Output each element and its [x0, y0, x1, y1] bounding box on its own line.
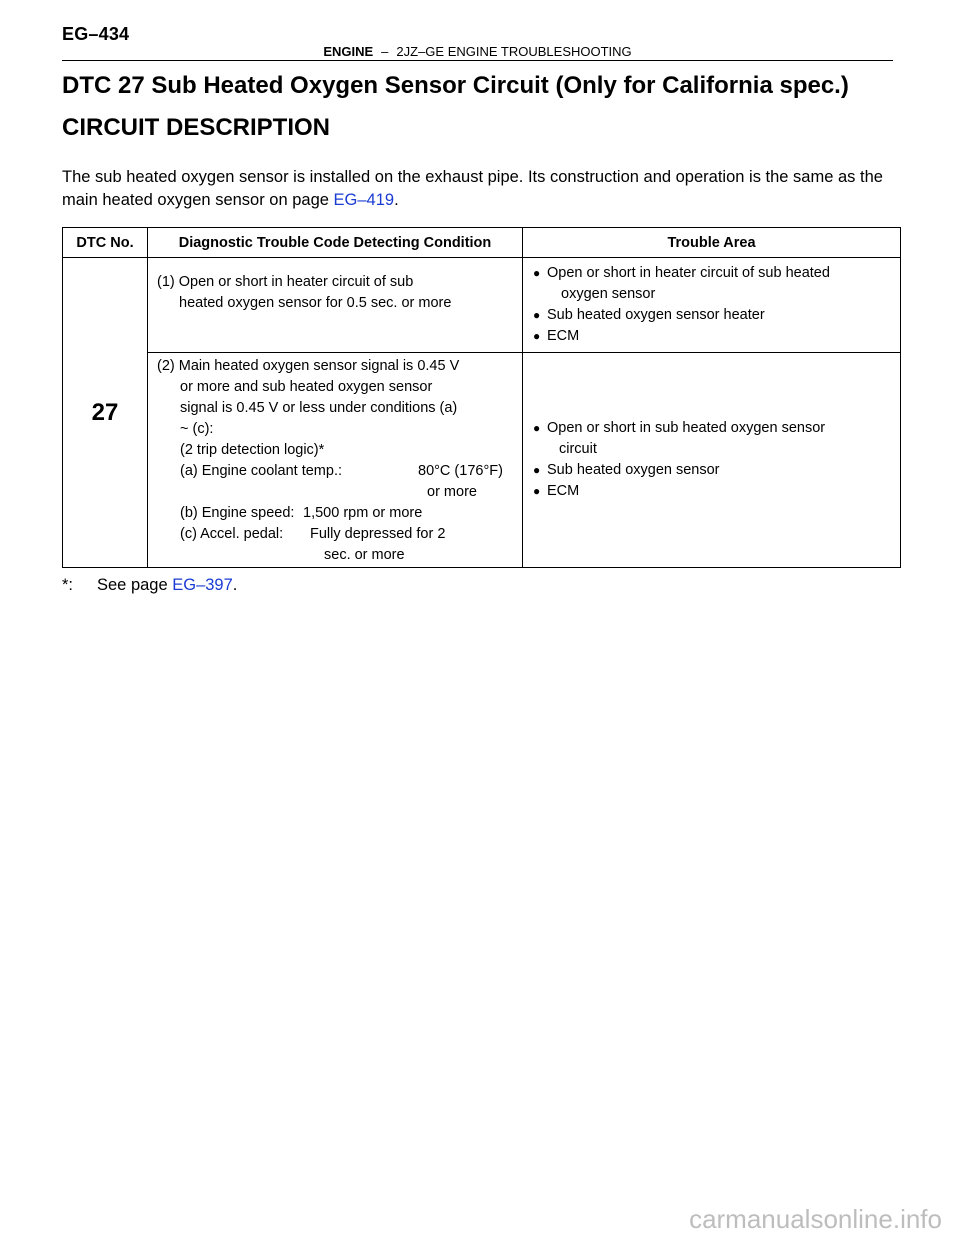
list-item-text: ECM [547, 328, 580, 344]
trouble-area-2 [523, 353, 901, 568]
intro-text: The sub heated oxygen sensor is installed on the exhaust pipe. Its construction and operation is the same as the main heated oxygen sensor on page [62, 168, 883, 209]
condition-1-line: (1) Open or short in heater circuit of sub [157, 274, 414, 290]
header-condition: Diagnostic Trouble Code Detecting Condition [148, 228, 523, 258]
condition-2-line: (2 trip detection logic)* [180, 442, 325, 458]
condition-b-label: (b) Engine speed: [180, 505, 295, 521]
header-section: ENGINE [323, 44, 374, 59]
condition-a-label: (a) Engine coolant temp.: [180, 463, 343, 479]
bullet-icon: ● [533, 421, 541, 435]
list-item-continuation: circuit [559, 441, 597, 457]
footnote-text: See page [97, 576, 173, 594]
footnote [62, 576, 237, 595]
list-item [533, 481, 894, 502]
condition-2-line: (2) Main heated oxygen sensor signal is 0.45 V [157, 358, 460, 374]
footnote-page-link[interactable]: EG–397 [172, 576, 233, 594]
trouble-area-1 [523, 258, 901, 353]
bullet-icon: ● [533, 266, 541, 280]
header-rule [62, 60, 893, 61]
condition-1 [148, 258, 523, 353]
condition-b [157, 503, 516, 524]
dtc-table [62, 227, 901, 568]
condition-2-line: signal is 0.45 V or less under conditions (a) [180, 400, 458, 416]
bullet-icon: ● [533, 308, 541, 322]
bullet-icon: ● [533, 484, 541, 498]
watermark: carmanualsonline.info [689, 1204, 942, 1234]
condition-2-line: ~ (c): [180, 421, 214, 437]
list-item [533, 418, 894, 439]
list-item-text: Sub heated oxygen sensor heater [547, 307, 765, 323]
condition-c-value-cont: sec. or more [324, 547, 405, 563]
page-title: DTC 27 Sub Heated Oxygen Sensor Circuit (Only for California spec.) [62, 72, 849, 99]
condition-c-label: (c) Accel. pedal: [180, 526, 284, 542]
list-item-text: Sub heated oxygen sensor [547, 462, 720, 478]
header-separator: – [381, 44, 389, 59]
condition-a-value-cont: or more [427, 484, 477, 500]
condition-c-value: Fully depressed for 2 [310, 526, 446, 542]
list-item-text: ECM [547, 483, 580, 499]
condition-c [157, 524, 516, 545]
condition-2 [148, 353, 523, 568]
intro-text-end: . [394, 191, 399, 209]
table-row [63, 353, 901, 568]
list-item [533, 305, 894, 326]
intro-page-link[interactable]: EG–419 [333, 191, 395, 209]
table-header-row [63, 228, 901, 258]
table-row [63, 258, 901, 353]
condition-a [157, 461, 516, 482]
footnote-end: . [232, 576, 238, 594]
bullet-icon: ● [533, 329, 541, 343]
running-header [62, 43, 893, 60]
condition-a-value: 80°C (176°F) [418, 463, 503, 479]
page-number: EG–434 [62, 24, 130, 44]
list-item [533, 263, 894, 284]
bullet-icon: ● [533, 463, 541, 477]
list-item [533, 326, 894, 347]
header-dtc-no: DTC No. [63, 228, 148, 258]
list-item-continuation: oxygen sensor [561, 286, 656, 302]
intro-paragraph [62, 166, 902, 212]
section-title: CIRCUIT DESCRIPTION [62, 114, 331, 141]
footnote-mark: *: [62, 576, 74, 594]
list-item [533, 460, 894, 481]
list-item-text: Open or short in heater circuit of sub heated [547, 265, 830, 281]
condition-1-line: heated oxygen sensor for 0.5 sec. or more [179, 295, 452, 311]
header-trouble-area: Trouble Area [523, 228, 901, 258]
condition-b-value: 1,500 rpm or more [303, 505, 423, 521]
list-item-text: Open or short in sub heated oxygen sensor [547, 420, 826, 436]
header-subsection: 2JZ–GE ENGINE TROUBLESHOOTING [396, 44, 632, 59]
condition-2-line: or more and sub heated oxygen sensor [180, 379, 433, 395]
dtc-number: 27 [63, 258, 148, 568]
